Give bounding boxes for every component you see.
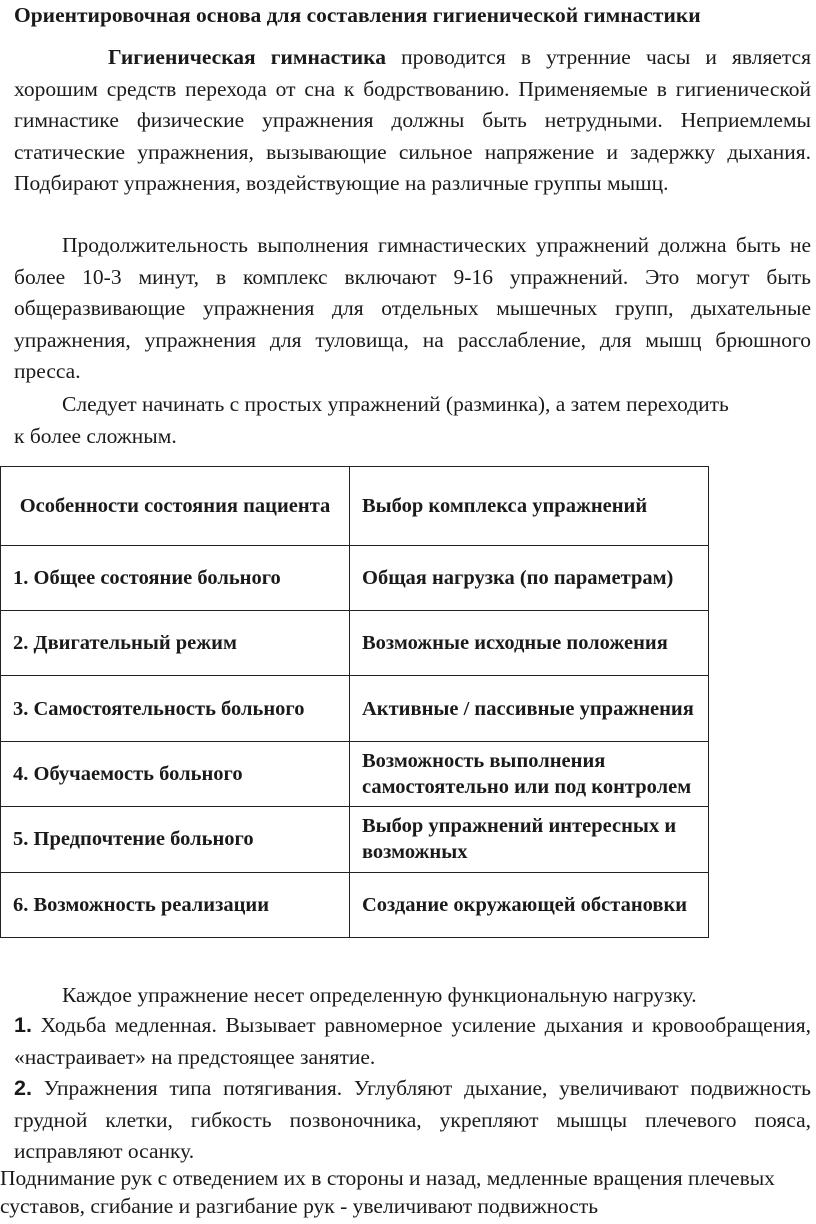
list-item-text: Упражнения типа потягивания. Углубляют дыхание, увеличивают подвижность грудной клетки, гибкость позвоночника, укрепляют мышцы плечевого пояса, исправляют осанку. — [14, 1076, 811, 1163]
list-item-number: 1. — [14, 1013, 32, 1037]
table-row — [1, 676, 709, 741]
tail-paragraph: Поднимание рук с отведением их в стороны и назад, медленные вращения плечевых суставов, сгибание и разгибание рук - увеличивают подвижность — [0, 1166, 775, 1218]
table-row — [1, 872, 709, 937]
table-header-exercises: Выбор комплекса упражнений — [350, 467, 709, 546]
page-title: Ориентировочная основа для составления гигиенической гимнастики — [14, 3, 701, 27]
table-cell-feature: 4. Обучаемость больного — [1, 741, 350, 806]
table-cell-choice-text: Создание окружающей обстановки — [362, 893, 688, 916]
table-cell-choice — [350, 872, 709, 937]
intro-text: проводится в утренние часы и является хорошим средств перехода от сна к бодрствованию. Применяемые в гигиенической гимнастике физические упражнения должны быть нетрудными. Неприемлемы статические упражнения, вызывающие сильное напряжение и задержку дыхания. Подбирают упражнения, воздействующие на различные группы мышц. — [14, 45, 811, 195]
list-item — [14, 1010, 811, 1073]
duration-paragraph: Продолжительность выполнения гимнастических упражнений должна быть не более 10-3 минут, в комплекс включают 9-16 упражнений. Это могут быть общеразвивающие упражнения для отдельных мышечных групп, дыхательные упражнения, упражнения для туловища, на расслабление, для мышц брюшного пресса. — [14, 233, 811, 383]
table-cell-choice — [350, 545, 709, 610]
load-paragraph: Каждое упражнение несет определенную функциональную нагрузку. — [62, 983, 697, 1007]
table-cell-choice-text: Выбор упражнений интересных и возможных — [362, 815, 677, 864]
list-item-text: Ходьба медленная. Вызывает равномерное усиление дыхания и кровообращения, «настраивает» на предстоящее занятие. — [14, 1013, 811, 1069]
table-row — [1, 545, 709, 610]
table-cell-choice — [350, 741, 709, 806]
table-cell-feature: 5. Предпочтение больного — [1, 807, 350, 872]
table-cell-feature: 1. Общее состояние больного — [1, 545, 350, 610]
table-cell-feature: 6. Возможность реализации — [1, 872, 350, 937]
list-item — [14, 1073, 811, 1168]
table-cell-feature: 3. Самостоятельность больного — [1, 676, 350, 741]
table-cell-choice-text: Активные / пассивные упражнения — [362, 697, 694, 720]
start-line-2: к более сложным. — [14, 423, 177, 448]
intro-paragraph — [14, 42, 811, 200]
table-header-patient: Особенности состояния пациента — [1, 467, 350, 546]
table-header-row — [1, 467, 709, 546]
table-row — [1, 741, 709, 806]
table-cell-choice-text: Возможные исходные положения — [362, 632, 668, 655]
list-item-number: 2. — [14, 1076, 32, 1100]
start-line-1: Следует начинать с простых упражнений (разминка), а затем переходить — [62, 392, 729, 416]
exercise-selection-table — [0, 466, 709, 938]
table-cell-choice — [350, 610, 709, 675]
table-cell-feature: 2. Двигательный режим — [1, 610, 350, 675]
start-paragraph — [14, 389, 811, 452]
table-cell-choice-text: Общая нагрузка (по параметрам) — [362, 566, 674, 589]
table-cell-choice-text: Возможность выполнения самостоятельно или под контролем — [362, 749, 692, 798]
table-row — [1, 807, 709, 872]
intro-term: Гигиеническая гимнастика — [108, 45, 386, 69]
table-cell-choice — [350, 807, 709, 872]
table-row — [1, 610, 709, 675]
table-cell-choice — [350, 676, 709, 741]
